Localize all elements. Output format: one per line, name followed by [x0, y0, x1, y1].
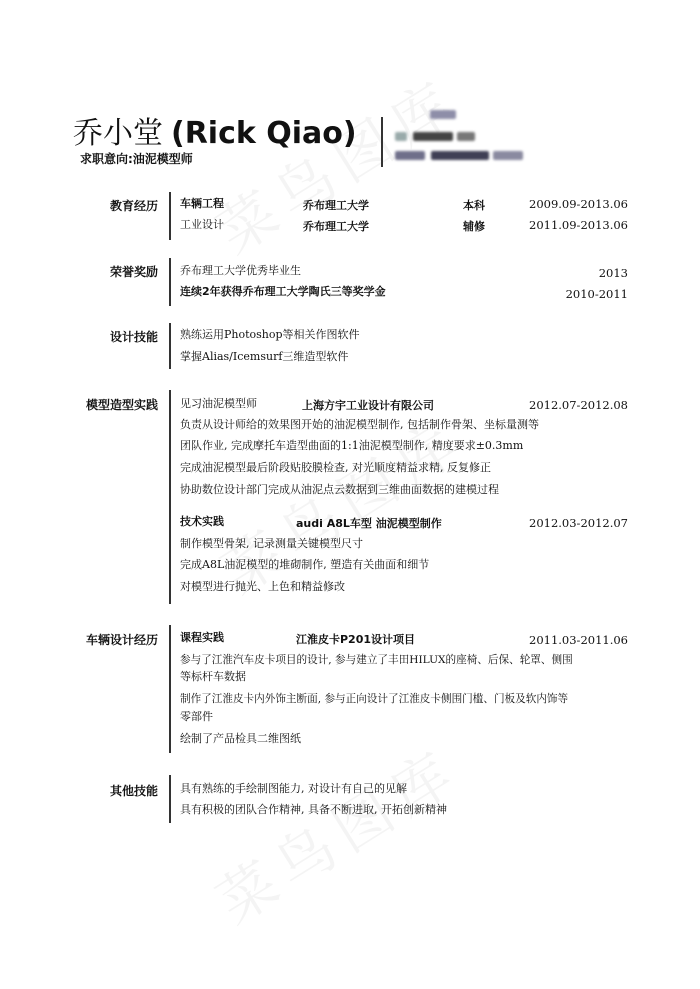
redacted-contact-info [395, 110, 535, 166]
watermark [198, 724, 473, 939]
honor-date: 2013 [598, 266, 628, 280]
education-major: 车辆工程 [180, 197, 224, 210]
name-chinese: 乔小堂 [73, 116, 163, 151]
section-label-model-practice: 模型造型实践 [85, 398, 158, 412]
education-degree: 辅修 [463, 220, 485, 233]
course-duty: 参与了江淮汽车皮卡项目的设计, 参与建立了丰田HILUX的座椅、后保、轮罩、侧围 [180, 654, 573, 666]
job-objective: 求职意向:油泥模型师 [80, 152, 193, 166]
education-school: 乔布理工大学 [303, 220, 369, 233]
redacted-bar [431, 151, 489, 160]
education-major: 工业设计 [180, 218, 224, 231]
section-divider [169, 323, 171, 369]
education-date: 2011.09-2013.06 [529, 218, 628, 232]
redacted-bar [457, 132, 475, 141]
contact-divider [381, 117, 383, 167]
job-title: 见习油泥模型师 [180, 397, 257, 410]
course-duty: 制作了江淮皮卡内外饰主断面, 参与正向设计了江淮皮卡侧围门槛、门板及软内饰等 [180, 693, 569, 705]
job-duty: 完成油泥模型最后阶段贴胶膜检查, 对光顺度精益求精, 反复修正 [180, 461, 491, 474]
practice-duty: 完成A8L油泥模型的堆砌制作, 塑造有关曲面和细节 [180, 558, 430, 571]
course-project: 江淮皮卡P201设计项目 [296, 633, 416, 646]
job-company: 上海方宇工业设计有限公司 [302, 399, 434, 412]
course-duty: 等标杆车数据 [180, 670, 246, 683]
candidate-name [73, 108, 357, 152]
honor-item: 乔布理工大学优秀毕业生 [180, 264, 301, 277]
section-label-honors: 荣誉奖励 [109, 265, 158, 279]
honor-date: 2010-2011 [565, 287, 628, 301]
section-label-other-skills: 其他技能 [109, 784, 158, 798]
section-divider [169, 258, 171, 306]
course-duty: 绘制了产品检具二维图纸 [180, 732, 301, 745]
section-divider [169, 390, 171, 604]
section-label-education: 教育经历 [109, 199, 158, 213]
other-skill-item: 具有熟练的手绘制图能力, 对设计有自己的见解 [180, 782, 407, 795]
redacted-bar [493, 151, 523, 160]
course-title: 课程实践 [180, 631, 224, 644]
job-date: 2012.07-2012.08 [529, 398, 628, 412]
redacted-bar [413, 132, 453, 141]
education-school: 乔布理工大学 [303, 199, 369, 212]
redacted-bar [395, 151, 425, 160]
section-divider [169, 192, 171, 240]
other-skill-item: 具有积极的团队合作精神, 具备不断进取, 开拓创新精神 [180, 803, 447, 816]
section-label-design-skills: 设计技能 [109, 330, 158, 344]
skill-item: 掌握Alias/Icemsurf三维造型软件 [180, 350, 349, 363]
practice-title: 技术实践 [180, 515, 224, 528]
practice-duty: 制作模型骨架, 记录测量关键模型尺寸 [180, 537, 363, 550]
education-degree: 本科 [463, 199, 485, 212]
redacted-bar [395, 132, 407, 141]
section-divider [169, 775, 171, 823]
name-english: (Rick Qiao) [171, 116, 357, 151]
skill-item: 熟练运用Photoshop等相关作图软件 [180, 328, 360, 341]
practice-date: 2012.03-2012.07 [529, 516, 628, 530]
practice-project: audi A8L车型 油泥模型制作 [296, 517, 442, 530]
redacted-bar [430, 110, 456, 119]
honor-item: 连续2年获得乔布理工大学陶氏三等奖学金 [180, 285, 386, 298]
job-duty: 负责从设计师给的效果图开始的油泥模型制作, 包括制作骨架、坐标量测等 [180, 418, 539, 431]
education-date: 2009.09-2013.06 [529, 197, 628, 211]
practice-duty: 对模型进行抛光、上色和精益修改 [180, 580, 345, 593]
course-date: 2011.03-2011.06 [529, 633, 628, 647]
course-duty: 零部件 [180, 710, 213, 723]
job-duty: 团队作业, 完成摩托车造型曲面的1:1油泥模型制作, 精度要求±0.3mm [180, 439, 524, 452]
section-divider [169, 625, 171, 753]
job-duty: 协助数位设计部门完成从油泥点云数据到三维曲面数据的建模过程 [180, 483, 499, 496]
section-label-vehicle-design: 车辆设计经历 [85, 633, 158, 647]
